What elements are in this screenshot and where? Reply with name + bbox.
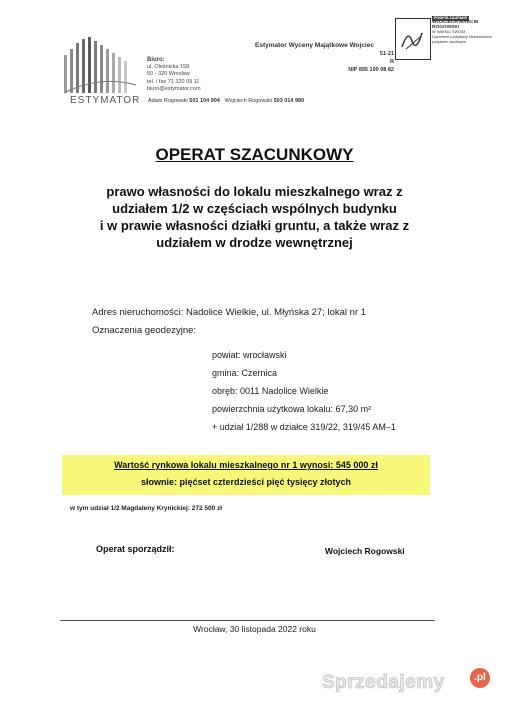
geodetic-list bbox=[212, 346, 396, 436]
contact2-phone: 503 014 980 bbox=[273, 98, 305, 104]
property-address: Adres nieruchomości: Nadolice Wielkie, ul. Młyńska 27; lokal nr 1 bbox=[92, 307, 367, 318]
stamp-name-line2: ROGOWSKI bbox=[432, 24, 460, 30]
signature-stamp-box bbox=[395, 18, 431, 60]
place-date: Wrocław, 30 listopada 2022 roku bbox=[193, 624, 316, 634]
subtitle-line4: udziałem w drodze wewnętrznej bbox=[156, 235, 353, 250]
office-phone: tel. / fax 71 320 09 11 bbox=[147, 78, 200, 85]
prepared-by-label: Operat sporządził: bbox=[96, 544, 175, 554]
contact1-name: Adam Rogowski bbox=[148, 98, 188, 104]
contacts-row bbox=[148, 98, 304, 104]
office-label: Biuro: bbox=[147, 57, 165, 63]
firm-nip: NIP 895 100 08 82 bbox=[348, 67, 394, 73]
geo-item-county: powiat: wrocławski bbox=[212, 350, 287, 360]
office-city: 50 - 320 Wrocław bbox=[147, 71, 190, 78]
subtitle-line1: prawo własności do lokalu mieszkalnego wraz z bbox=[106, 184, 403, 199]
office-email: biuro@estymator.com bbox=[147, 85, 201, 92]
subtitle-line3: i w prawie własności działki gruntu, a także wraz z bbox=[99, 218, 410, 233]
market-value-words: słownie: pięćset czterdzieści pięć tysięcy złotych bbox=[140, 477, 352, 487]
document-title: OPERAT SZACUNKOWY bbox=[155, 145, 354, 164]
watermark-text: Sprzedajemy bbox=[322, 672, 445, 693]
firm-line2: 51-21 bbox=[379, 51, 394, 57]
firm-name: Estymator Wyceny Majątkowe Wojciec bbox=[255, 42, 374, 49]
stamp-note3: podpisem zaufanym bbox=[432, 39, 466, 44]
footer-divider bbox=[60, 620, 435, 621]
subtitle-line2: udziałem 1/2 w częściach wspólnych budynku bbox=[112, 201, 397, 216]
geo-item-share: + udział 1/288 w działce 319/22, 319/45 AM–1 bbox=[212, 422, 396, 432]
contact2-name: Wojciech Rogowski bbox=[224, 98, 273, 104]
geo-item-commune: gmina: Czernica bbox=[212, 368, 278, 378]
firm-line3: R bbox=[390, 59, 394, 65]
geo-item-area: powierzchnia użytkowa lokalu: 67,30 m² bbox=[212, 404, 372, 414]
geodetic-label: Oznaczenia geodezyjne: bbox=[92, 325, 197, 336]
office-street: ul. Oleśnicka 158 bbox=[147, 64, 190, 71]
stamp-header: PODPIS ZAUFANY bbox=[434, 16, 468, 20]
share-value-line: w tym udział 1/2 Magdaleny Krynickiej: 272 500 zł bbox=[70, 505, 223, 512]
author-name: Wojciech Rogowski bbox=[325, 546, 405, 556]
trusted-signature-stamp bbox=[432, 16, 494, 45]
office-address-block bbox=[147, 57, 201, 93]
geo-item-precinct: obręb: 0011 Nadolice Wielkie bbox=[212, 386, 329, 396]
stamp-note2: Dokument podpisany elektronicznie bbox=[432, 35, 492, 40]
watermark-badge: .pl bbox=[470, 668, 490, 688]
market-value-line: Wartość rynkowa lokalu mieszkalnego nr 1 wynosi: 545 000 zł bbox=[114, 460, 378, 470]
signature-scribble-icon bbox=[396, 19, 430, 59]
document-subtitle bbox=[80, 183, 429, 251]
contact1-phone: 501 104 904 bbox=[189, 98, 220, 104]
logo-wordmark: ESTYMATOR bbox=[70, 95, 141, 106]
stamp-name-line1: WOJCIECH MARCIN bbox=[432, 19, 479, 25]
stamp-note1: W IMIENIU SWOIM bbox=[432, 30, 466, 35]
